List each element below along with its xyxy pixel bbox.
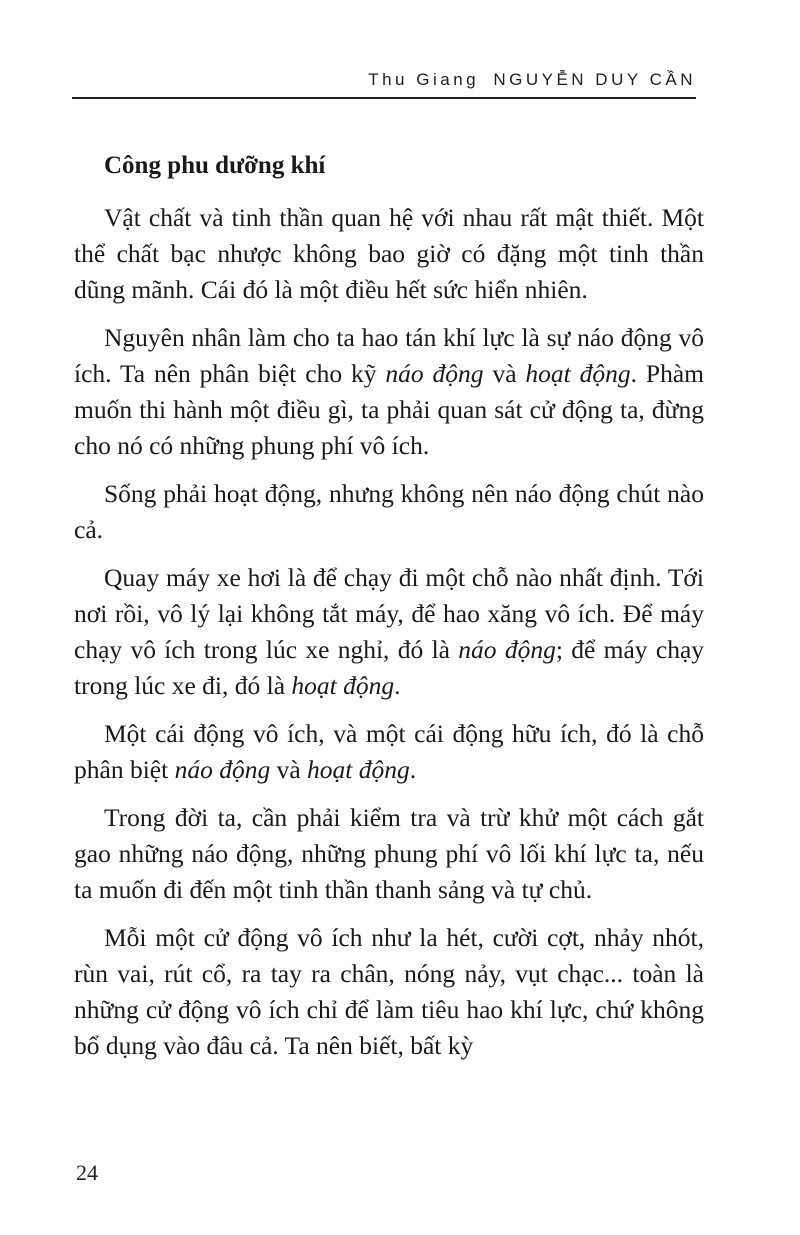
body-paragraph xyxy=(74,200,704,308)
section-heading: Công phu dưỡng khí xyxy=(104,152,326,179)
italic-term: náo động xyxy=(385,359,484,388)
paragraph-text: Sống phải hoạt động, nhưng không nên náo động chút nào cả. xyxy=(74,479,704,544)
paragraph-list xyxy=(74,200,704,1064)
body-paragraph xyxy=(74,560,704,704)
italic-term: hoạt động xyxy=(525,359,631,388)
paragraph-text: ; để máy chạy trong lúc xe đi, đó là xyxy=(74,635,705,700)
italic-term: náo động xyxy=(458,635,556,664)
body-paragraph xyxy=(74,476,704,548)
italic-term: hoạt động xyxy=(291,671,395,700)
body-paragraph xyxy=(74,800,704,908)
paragraph-text: . xyxy=(394,671,401,700)
running-header xyxy=(72,70,696,98)
paragraph-text: . Phàm muốn thi hành một điều gì, ta phải quan sát cử động ta, đừng cho nó có những phung phí vô ích. xyxy=(74,359,704,460)
author-first-name: Thu Giang xyxy=(368,70,480,89)
paragraph-text: Nguyên nhân làm cho ta hao tán khí lực là sự náo động vô ích. Ta nên phân biệt cho kỹ xyxy=(74,323,704,388)
italic-term: náo động xyxy=(174,755,271,784)
paragraph-text: Một cái động vô ích, và một cái động hữu ích, đó là chỗ phân biệt xyxy=(74,719,704,784)
paragraph-text: Mỗi một cử động vô ích như la hét, cười cợt, nhảy nhót, rùn vai, rút cổ, ra tay ra chân, nóng nảy, vụt chạc... toàn là những cử động vô ích chỉ để làm tiêu hao khí lực, chứ không bổ dụng vào đâu cả. Ta nên biết, bất kỳ xyxy=(74,923,704,1060)
author-last-name: NGUYỄN DUY CẦN xyxy=(493,70,696,89)
page-number: 24 xyxy=(76,1160,98,1185)
body-paragraph xyxy=(74,920,704,1064)
paragraph-text: và xyxy=(270,755,308,784)
italic-term: hoạt động xyxy=(307,755,410,784)
body-paragraph xyxy=(74,320,704,464)
page-body xyxy=(74,148,704,1076)
paragraph-text: và xyxy=(483,359,526,388)
header-rule xyxy=(72,97,696,99)
body-paragraph xyxy=(74,716,704,788)
paragraph-text: Quay máy xe hơi là để chạy đi một chỗ nào nhất định. Tới nơi rồi, vô lý lại không tắt máy, để hao xăng vô ích. Để máy chạy vô ích trong lúc xe nghỉ, đó là xyxy=(74,563,704,664)
paragraph-text: . xyxy=(409,755,417,784)
paragraph-text: Vật chất và tinh thần quan hệ với nhau rất mật thiết. Một thể chất bạc nhược không bao giờ có đặng một tinh thần dũng mãnh. Cái đó là một điều hết sức hiển nhiên. xyxy=(74,203,704,304)
paragraph-text: Trong đời ta, cần phải kiểm tra và trừ khử một cách gắt gao những náo động, những phung phí vô lối khí lực ta, nếu ta muốn đi đến một tinh thần thanh sảng và tự chủ. xyxy=(74,803,704,904)
